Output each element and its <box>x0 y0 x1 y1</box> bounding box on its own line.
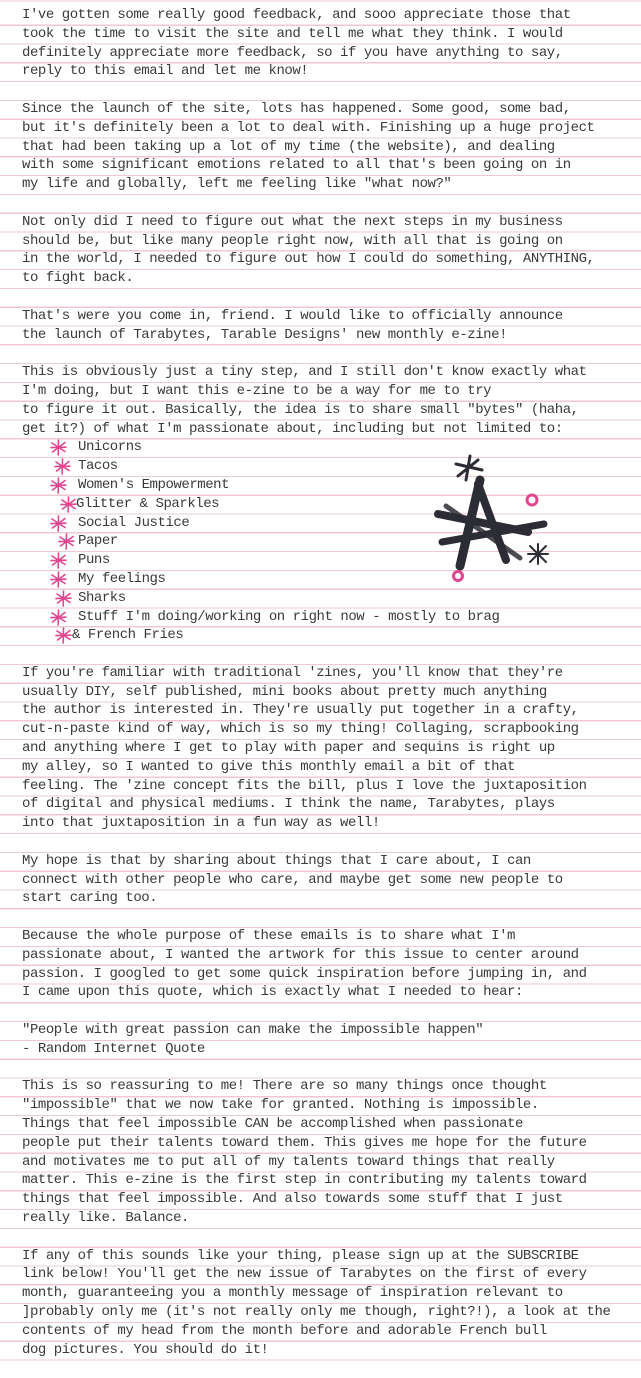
pink-star-icon <box>55 590 72 607</box>
pink-star-icon <box>50 571 67 588</box>
list-item: Social Justice <box>22 514 634 533</box>
list-item: Paper <box>22 532 634 551</box>
star-cluster-illustration <box>420 448 560 588</box>
list-item: My feelings <box>22 570 634 589</box>
paragraph-hope: My hope is that by sharing about things that I care about, I can connect with other people who care, and maybe get some new people to start caring too. <box>22 852 563 907</box>
pink-star-icon <box>50 515 67 532</box>
list-item: & French Fries <box>22 626 634 645</box>
pink-star-icon <box>50 477 67 494</box>
pink-star-icon <box>55 627 72 644</box>
paragraph-artwork: Because the whole purpose of these emails is to share what I'm passionate about, I wanted the artwork for this issue to center around passion. I googled to get some quick inspiration before jumping in, and I came upon this quote, which is exactly what I needed to hear: <box>22 928 587 1001</box>
pink-star-icon <box>60 496 77 513</box>
paragraph-since-launch: Since the launch of the site, lots has happened. Some good, some bad, but it's definitely been a lot to deal with. Finishing up a huge project that had been taking up a lot of my time (the website), and dealing with some significant emotions related to all that's been going on in my life and globally, left me feeling like "what now?" <box>22 100 595 193</box>
list-item: Puns <box>22 551 634 570</box>
pink-star-icon <box>50 439 67 456</box>
quote-attribution: - Random Internet Quote <box>22 1040 205 1057</box>
pink-star-icon <box>50 552 67 569</box>
list-item: Tacos <box>22 457 634 476</box>
paragraph-next-steps: Not only did I need to figure out what the next steps in my business should be, but like many people right now, with all that is going on in the world, I needed to figure out how I could do something, ANYTHING, to fight back. <box>22 213 595 287</box>
pink-star-icon <box>58 533 75 550</box>
paragraph-reassuring: This is so reassuring to me! There are so many things once thought "impossible" that we now take for granted. Nothing is impossible. Things that feel impossible CAN be accomplished when passionate people put their talents toward them. This gives me hope for the future and motivates me to put all of my talents toward things that really matter. This e-zine is the first step in contributing my talents toward things that feel impossible. And also towards some stuff that I just really like. Balance. <box>22 1078 587 1226</box>
pink-star-icon <box>54 458 71 475</box>
list-item: Glitter & Sparkles <box>22 495 634 514</box>
paragraph-zines: If you're familiar with traditional 'zines, you'll know that they're usually DIY, self published, mini books about pretty much anything the author is interested in. They're usually put together in a crafty, cut-n-paste kind of way, which is so my thing! Collaging, scrapbooking and anything where I get to play with paper and sequins is right up my alley, so I wanted to give this monthly email a bit of that feeling. The 'zine concept fits the bill, plus I love the juxtaposition of digital and physical mediums. I think the name, Tarabytes, plays into that juxtaposition in a fun way as well! <box>22 664 587 832</box>
passion-quote <box>22 1021 634 1059</box>
newsletter-body <box>22 6 634 1378</box>
paragraph-announcement: That's were you come in, friend. I would like to officially announce the launch of Tarabytes, Tarable Designs' new monthly e-zine! <box>22 307 563 343</box>
pink-star-icon <box>50 609 67 626</box>
list-item: Women's Empowerment <box>22 476 634 495</box>
list-item: Stuff I'm doing/working on right now - mostly to brag <box>22 608 634 627</box>
paragraph-tiny-step: This is obviously just a tiny step, and I still don't know exactly what I'm doing, but I want this e-zine to be a way for me to try to figure it out. Basically, the idea is to share small "bytes" (haha, get it?) of what I'm passionate about, including but not limited to: <box>22 364 587 437</box>
paragraph-subscribe: If any of this sounds like your thing, please sign up at the SUBSCRIBE link below! You'll get the new issue of Tarabytes on the first of every month, guaranteeing you a monthly message of inspiration relevant to ]probably only me (it's not really only me though, right?!), a look at the contents of my head from the month before and adorable French bull dog pictures. You should do it! <box>22 1247 611 1358</box>
list-item: Sharks <box>22 589 634 608</box>
list-item: Unicorns <box>22 438 634 457</box>
quote-text: "People with great passion can make the impossible happen" <box>22 1022 484 1039</box>
paragraph-feedback: I've gotten some really good feedback, and sooo appreciate those that took the time to visit the site and tell me what they think. I would definitely appreciate more feedback, so if you have anything to say, reply to this email and let me know! <box>22 7 571 80</box>
